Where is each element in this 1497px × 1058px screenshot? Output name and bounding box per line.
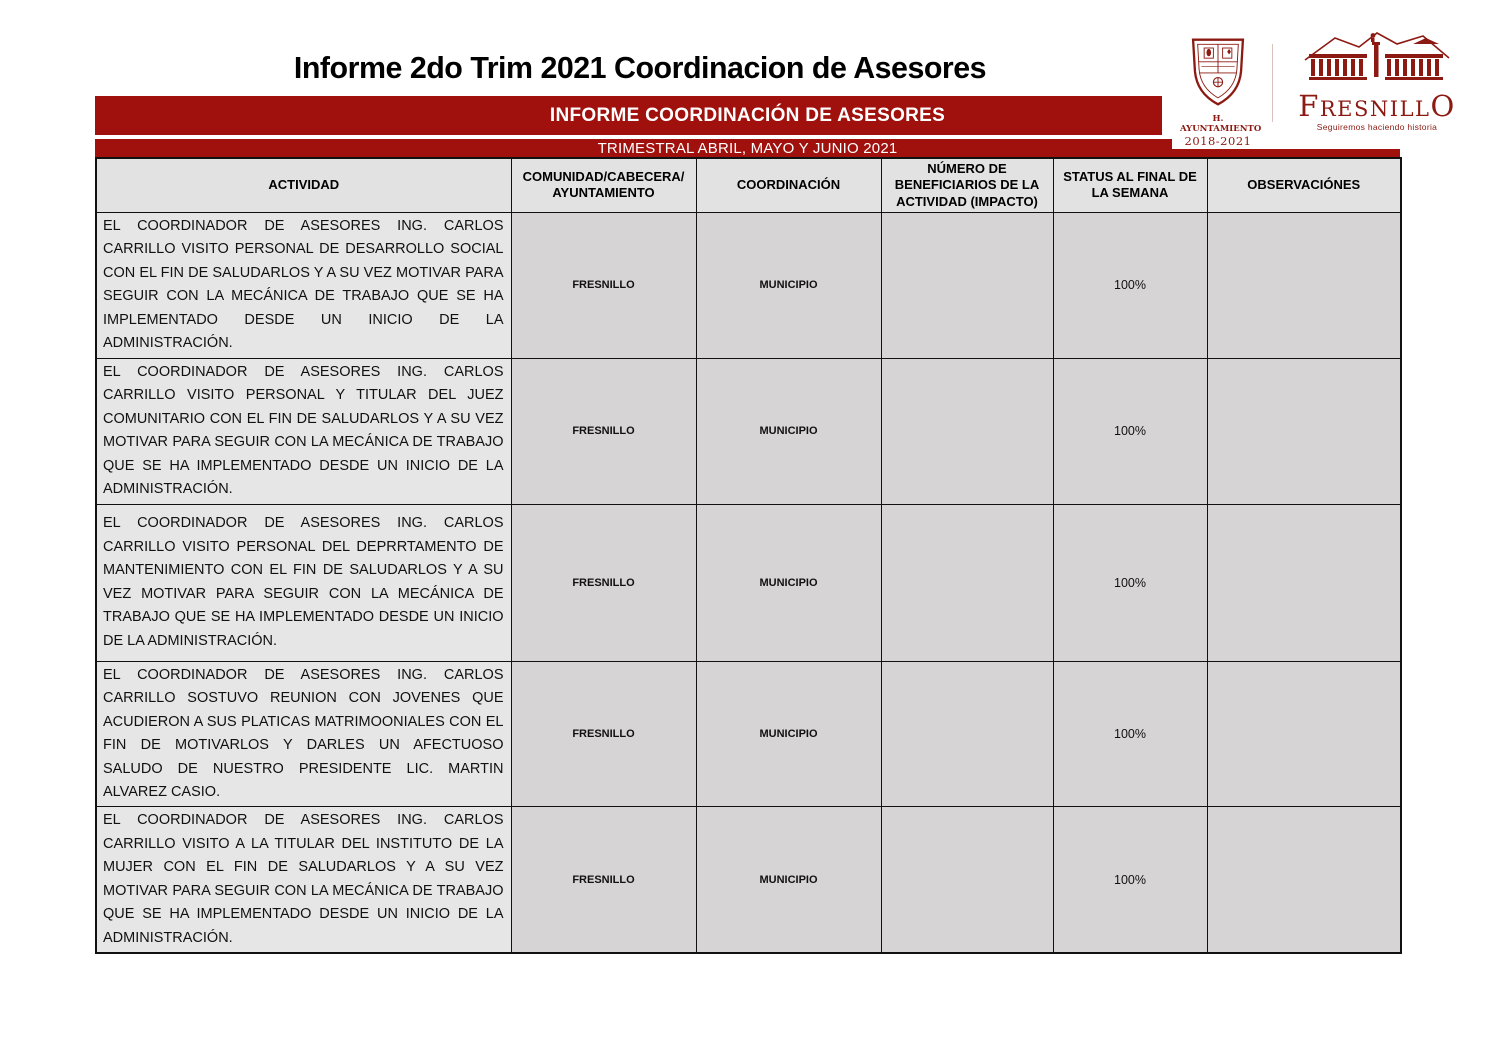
fresnillo-logo	[1292, 30, 1462, 132]
header-status: STATUS AL FINAL DE LA SEMANA	[1053, 158, 1207, 212]
status-cell: 100%	[1053, 661, 1207, 807]
activity-cell: EL COORDINADOR DE ASESORES ING. CARLOS CARRILLO VISITO PERSONAL DE DESARROLLO SOCIAL CON EL FIN DE SALUDARLOS Y A SU VEZ MOTIVAR PARA SEGUIR CON LA MECÁNICA DE TRABAJO QUE SE HA IMPLEMENTADO DESDE UN INICIO DE LA ADMINISTRACIÓN.	[96, 212, 511, 358]
table-row	[96, 661, 1401, 807]
header-beneficiarios: NÚMERO DE BENEFICIARIOS DE LA ACTIVIDAD (IMPACTO)	[881, 158, 1053, 212]
wordmark-last-letter: O	[1430, 89, 1456, 123]
activity-cell: EL COORDINADOR DE ASESORES ING. CARLOS CARRILLO VISITO A LA TITULAR DEL INSTITUTO DE LA MUJER CON EL FIN DE SALUDARLOS Y A SU VEZ MOTIVAR PARA SEGUIR CON LA MECÁNICA DE TRABAJO QUE SE HA IMPLEMENTADO DESDE UN INICIO DE LA ADMINISTRACIÓN.	[96, 807, 511, 953]
wordmark-first-letter: F	[1298, 89, 1320, 123]
wordmark-middle: RESNILL	[1319, 97, 1431, 121]
table-header-row	[96, 158, 1401, 212]
observaciones-cell	[1207, 807, 1401, 953]
logo-divider	[1272, 44, 1273, 122]
activity-cell: EL COORDINADOR DE ASESORES ING. CARLOS CARRILLO SOSTUVO REUNION CON JOVENES QUE ACUDIERON A SUS PLATICAS MATRIMOONIALES CON EL FIN DE MOTIVARLOS Y DARLES UN AFECTUOSO SALUDO DE NUESTRO PRESIDENTE LIC. MARTIN ALVAREZ CASIO.	[96, 661, 511, 807]
beneficiarios-cell	[881, 358, 1053, 504]
table-row	[96, 358, 1401, 504]
table-row	[96, 504, 1401, 661]
report-table	[95, 157, 1402, 954]
status-cell: 100%	[1053, 807, 1207, 953]
comunidad-cell: FRESNILLO	[511, 504, 696, 661]
crest-shield-icon	[1188, 36, 1248, 108]
fresnillo-monument-icon	[1301, 30, 1453, 86]
observaciones-cell	[1207, 358, 1401, 504]
beneficiarios-cell	[881, 504, 1053, 661]
header-coordinacion: COORDINACIÓN	[696, 158, 881, 212]
fresnillo-wordmark	[1292, 89, 1462, 123]
coordinacion-cell: MUNICIPIO	[696, 807, 881, 953]
beneficiarios-cell	[881, 212, 1053, 358]
beneficiarios-cell	[881, 807, 1053, 953]
ayuntamiento-crest-logo	[1180, 36, 1262, 148]
report-title-text: INFORME COORDINACIÓN DE ASESORES	[549, 104, 946, 126]
status-cell: 100%	[1053, 212, 1207, 358]
coordinacion-cell: MUNICIPIO	[696, 504, 881, 661]
beneficiarios-cell	[881, 661, 1053, 807]
report-subtitle-text: TRIMESTRAL ABRIL, MAYO Y JUNIO 2021	[597, 139, 898, 157]
crest-caption: H. AYUNTAMIENTO	[1180, 114, 1262, 134]
page-title: Informe 2do Trim 2021 Coordinacion de Asesores	[293, 50, 987, 85]
coordinacion-cell: MUNICIPIO	[696, 661, 881, 807]
observaciones-cell	[1207, 212, 1401, 358]
activity-cell: EL COORDINADOR DE ASESORES ING. CARLOS CARRILLO VISITO PERSONAL DEL DEPRRTAMENTO DE MANTENIMIENTO CON EL FIN DE SALUDARLOS Y A SU VEZ MOTIVAR PARA SEGUIR CON LA MECÁNICA DE TRABAJO QUE SE HA IMPLEMENTADO DESDE UN INICIO DE LA ADMINISTRACIÓN.	[96, 504, 511, 661]
header-observaciones: OBSERVACIÓNES	[1207, 158, 1401, 212]
fresnillo-tagline: Seguiremos haciendo historia	[1316, 122, 1438, 132]
header-actividad: ACTIVIDAD	[96, 158, 511, 212]
table-row	[96, 212, 1401, 358]
header-comunidad: COMUNIDAD/CABECERA/ AYUNTAMIENTO	[511, 158, 696, 212]
comunidad-cell: FRESNILLO	[511, 807, 696, 953]
comunidad-cell: FRESNILLO	[511, 358, 696, 504]
status-cell: 100%	[1053, 504, 1207, 661]
coordinacion-cell: MUNICIPIO	[696, 358, 881, 504]
status-cell: 100%	[1053, 358, 1207, 504]
comunidad-cell: FRESNILLO	[511, 212, 696, 358]
coordinacion-cell: MUNICIPIO	[696, 212, 881, 358]
crest-years: 2018-2021	[1184, 134, 1252, 148]
activity-cell: EL COORDINADOR DE ASESORES ING. CARLOS CARRILLO VISITO PERSONAL Y TITULAR DEL JUEZ COMUNITARIO CON EL FIN DE SALUDARLOS Y A SU VEZ MOTIVAR PARA SEGUIR CON LA MECÁNICA DE TRABAJO QUE SE HA IMPLEMENTADO DESDE UN INICIO DE LA ADMINISTRACIÓN.	[96, 358, 511, 504]
observaciones-cell	[1207, 504, 1401, 661]
table-row	[96, 807, 1401, 953]
comunidad-cell: FRESNILLO	[511, 661, 696, 807]
observaciones-cell	[1207, 661, 1401, 807]
